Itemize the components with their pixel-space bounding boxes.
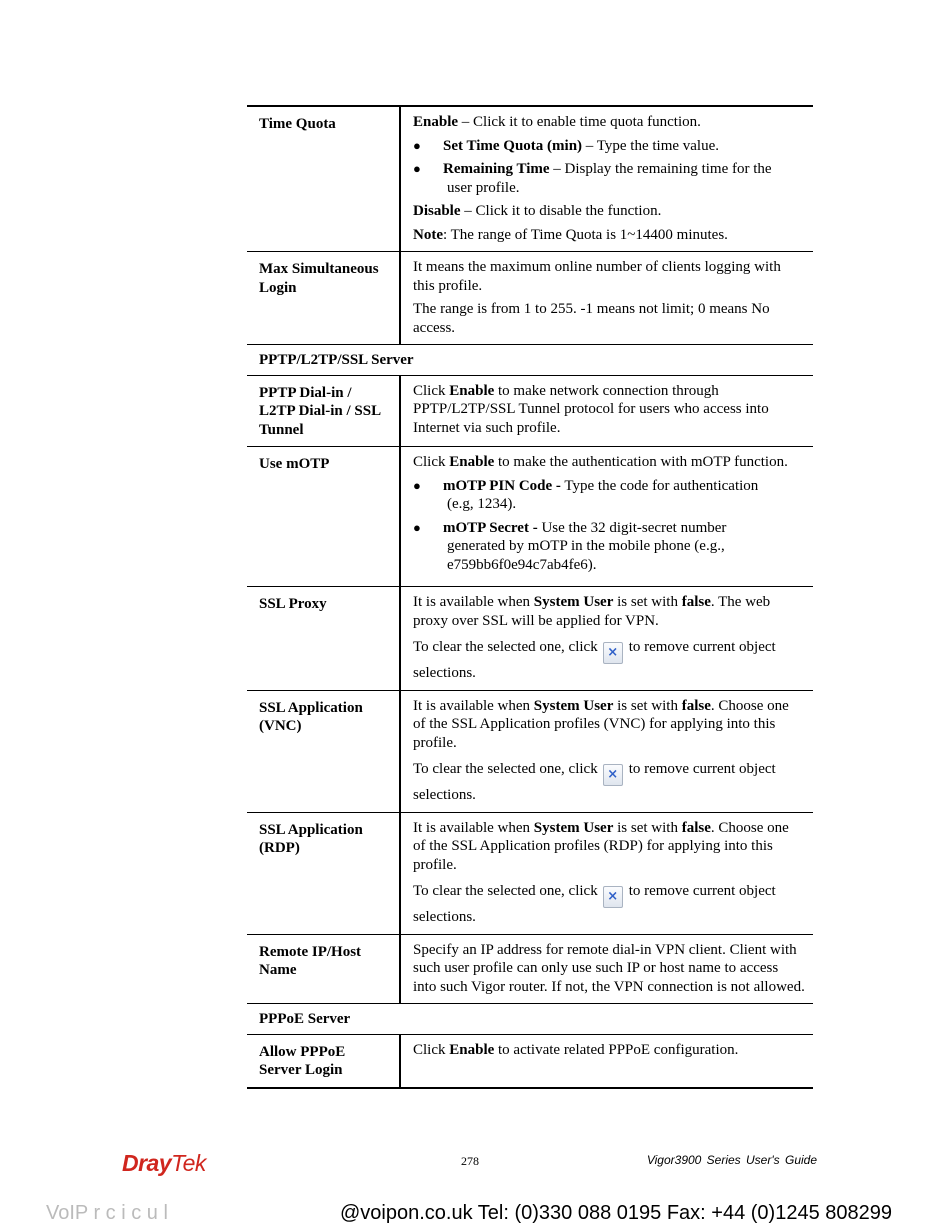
section-header-row bbox=[247, 345, 813, 376]
row-description: Enable – Click it to enable time quota function. ● Set Time Quota (min) – Type the time value. ● Remaining Time – Display the remaining time for the user profile. Disable – Click it to disable the function. Note: The range of Time Quota is 1~14400 minutes. bbox=[401, 107, 813, 251]
contact-faded-text: VoIP r c i c u l bbox=[46, 1202, 168, 1224]
row-label: Max Simultaneous Login bbox=[247, 252, 401, 344]
table-row bbox=[247, 1035, 813, 1087]
section-header-row bbox=[247, 1004, 813, 1035]
clear-selection-icon[interactable]: × bbox=[603, 642, 623, 664]
row-description: Specify an IP address for remote dial-in VPN client. Client with such user profile can only use such IP or host name to access into such Vigor router. If not, the VPN connection is not allowed. bbox=[413, 941, 805, 995]
parameter-table bbox=[247, 105, 813, 1089]
row-description: It means the maximum online number of clients logging with this profile. The range is from 1 to 255. -1 means not limit; 0 means No access. bbox=[413, 259, 781, 336]
row-label: Allow PPPoE Server Login bbox=[247, 1035, 401, 1087]
bullet-icon: ● bbox=[413, 477, 421, 493]
bullet-icon: ● bbox=[413, 137, 421, 153]
contact-banner bbox=[0, 1199, 950, 1229]
table-row bbox=[247, 935, 813, 1005]
table-row bbox=[247, 813, 813, 935]
row-description: Click Enable to make the authentication with mOTP function. ● mOTP PIN Code - Type the code for authentication (e.g, 1234). ● mOTP Secret - Use the 32 digit-secret number generated by mOTP in the mobile phone (e.g., e759bb6f0e94c7ab4fe6). bbox=[401, 447, 813, 586]
section-title: PPPoE Server bbox=[259, 1011, 351, 1027]
draytek-logo: DrayTek bbox=[122, 1150, 206, 1176]
table-row bbox=[247, 252, 813, 345]
list-item: ● Remaining Time – Display the remaining time for the user profile. bbox=[413, 161, 772, 196]
table-row bbox=[247, 376, 813, 448]
guide-title: Vigor3900 Series User's Guide bbox=[646, 1153, 817, 1167]
bullet-icon: ● bbox=[413, 519, 421, 535]
section-title: PPTP/L2TP/SSL Server bbox=[259, 352, 414, 368]
clear-selection-icon[interactable]: × bbox=[603, 886, 623, 908]
clear-selection-icon[interactable]: × bbox=[603, 764, 623, 786]
table-row bbox=[247, 587, 813, 691]
list-item: ● mOTP PIN Code - Type the code for authentication (e.g, 1234). bbox=[413, 477, 759, 512]
table-row bbox=[247, 691, 813, 813]
list-item: ● mOTP Secret - Use the 32 digit-secret number generated by mOTP in the mobile phone (e.g., e759bb6f0e94c7ab4fe6). bbox=[413, 519, 727, 573]
row-label: Use mOTP bbox=[247, 447, 401, 586]
list-item: ● Set Time Quota (min) – Type the time value. bbox=[413, 137, 720, 154]
bullet-icon: ● bbox=[413, 161, 421, 176]
table-row bbox=[247, 107, 813, 252]
contact-text: @voipon.co.uk Tel: (0)330 088 0195 Fax: +44 (0)1245 808299 bbox=[340, 1202, 892, 1224]
row-label: SSL Application (RDP) bbox=[247, 813, 401, 934]
row-description: It is available when System User is set with false. Choose one of the SSL Application profiles (RDP) for applying into this profile. To clear the selected one, click × to remove current object selections. bbox=[413, 819, 789, 925]
row-label: SSL Application (VNC) bbox=[247, 691, 401, 812]
row-label: Remote IP/Host Name bbox=[247, 935, 401, 1004]
row-description: It is available when System User is set with false. Choose one of the SSL Application profiles (VNC) for applying into this profile. To clear the selected one, click × to remove current object selections. bbox=[413, 697, 789, 803]
row-label: SSL Proxy bbox=[247, 587, 401, 690]
table-row bbox=[247, 447, 813, 587]
row-description: It is available when System User is set with false. The web proxy over SSL will be applied for VPN. To clear the selected one, click × to remove current object selections. bbox=[413, 594, 776, 681]
row-description: Click Enable to make network connection through PPTP/L2TP/SSL Tunnel protocol for users who access into Internet via such profile. bbox=[413, 382, 769, 436]
row-label: Time Quota bbox=[247, 107, 401, 251]
row-description: Click Enable to activate related PPPoE configuration. bbox=[413, 1041, 739, 1058]
page-number: 278 bbox=[461, 1154, 479, 1168]
row-label: PPTP Dial-in / L2TP Dial-in / SSL Tunnel bbox=[247, 376, 401, 447]
